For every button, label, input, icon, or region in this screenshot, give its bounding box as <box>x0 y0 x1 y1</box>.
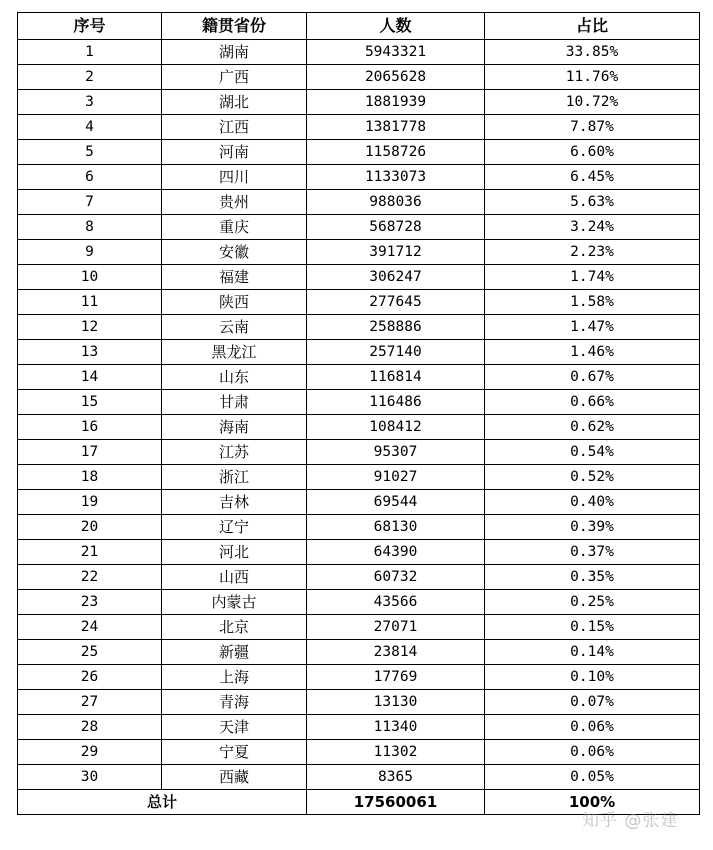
row-province: 四川 <box>162 165 307 190</box>
row-province: 湖北 <box>162 90 307 115</box>
row-count: 116814 <box>307 365 485 390</box>
row-index: 26 <box>18 665 162 690</box>
row-share: 0.52% <box>485 465 700 490</box>
row-share: 0.37% <box>485 540 700 565</box>
row-index: 14 <box>18 365 162 390</box>
province-population-table <box>17 12 700 815</box>
row-share: 0.15% <box>485 615 700 640</box>
table-row <box>18 715 700 740</box>
row-index: 5 <box>18 140 162 165</box>
row-count: 68130 <box>307 515 485 540</box>
row-count: 69544 <box>307 490 485 515</box>
row-count: 1133073 <box>307 165 485 190</box>
table-row <box>18 290 700 315</box>
row-share: 0.67% <box>485 365 700 390</box>
row-province: 天津 <box>162 715 307 740</box>
table-row <box>18 615 700 640</box>
total-share: 100% <box>485 790 700 815</box>
row-share: 0.10% <box>485 665 700 690</box>
row-count: 1381778 <box>307 115 485 140</box>
header-province: 籍贯省份 <box>162 13 307 40</box>
row-count: 108412 <box>307 415 485 440</box>
row-share: 1.58% <box>485 290 700 315</box>
header-count: 人数 <box>307 13 485 40</box>
row-province: 西藏 <box>162 765 307 790</box>
table-row <box>18 440 700 465</box>
row-index: 29 <box>18 740 162 765</box>
row-share: 10.72% <box>485 90 700 115</box>
row-count: 568728 <box>307 215 485 240</box>
row-count: 257140 <box>307 340 485 365</box>
row-share: 7.87% <box>485 115 700 140</box>
row-share: 1.47% <box>485 315 700 340</box>
table-row <box>18 590 700 615</box>
table-row <box>18 340 700 365</box>
row-province: 江西 <box>162 115 307 140</box>
table-row <box>18 390 700 415</box>
row-index: 6 <box>18 165 162 190</box>
row-index: 23 <box>18 590 162 615</box>
row-count: 2065628 <box>307 65 485 90</box>
row-count: 8365 <box>307 765 485 790</box>
row-index: 19 <box>18 490 162 515</box>
row-share: 33.85% <box>485 40 700 65</box>
row-count: 391712 <box>307 240 485 265</box>
row-province: 重庆 <box>162 215 307 240</box>
table-row <box>18 640 700 665</box>
row-count: 988036 <box>307 190 485 215</box>
row-province: 陕西 <box>162 290 307 315</box>
table-row <box>18 140 700 165</box>
row-count: 1158726 <box>307 140 485 165</box>
row-share: 0.62% <box>485 415 700 440</box>
row-province: 山东 <box>162 365 307 390</box>
row-province: 河北 <box>162 540 307 565</box>
row-count: 1881939 <box>307 90 485 115</box>
row-count: 23814 <box>307 640 485 665</box>
row-share: 0.14% <box>485 640 700 665</box>
row-index: 28 <box>18 715 162 740</box>
row-count: 11340 <box>307 715 485 740</box>
header-row <box>18 13 700 40</box>
row-index: 18 <box>18 465 162 490</box>
row-share: 11.76% <box>485 65 700 90</box>
table-row <box>18 240 700 265</box>
table-row <box>18 465 700 490</box>
row-count: 43566 <box>307 590 485 615</box>
row-province: 宁夏 <box>162 740 307 765</box>
row-index: 13 <box>18 340 162 365</box>
table-row <box>18 265 700 290</box>
row-province: 江苏 <box>162 440 307 465</box>
table-row <box>18 540 700 565</box>
row-share: 6.45% <box>485 165 700 190</box>
table-row <box>18 190 700 215</box>
row-province: 山西 <box>162 565 307 590</box>
row-count: 277645 <box>307 290 485 315</box>
row-index: 10 <box>18 265 162 290</box>
row-province: 内蒙古 <box>162 590 307 615</box>
row-province: 青海 <box>162 690 307 715</box>
row-index: 7 <box>18 190 162 215</box>
table-row <box>18 740 700 765</box>
table-row <box>18 365 700 390</box>
row-index: 11 <box>18 290 162 315</box>
row-count: 258886 <box>307 315 485 340</box>
row-share: 0.40% <box>485 490 700 515</box>
row-count: 306247 <box>307 265 485 290</box>
header-share: 占比 <box>485 13 700 40</box>
total-row <box>18 790 700 815</box>
row-province: 安徽 <box>162 240 307 265</box>
row-province: 云南 <box>162 315 307 340</box>
row-count: 11302 <box>307 740 485 765</box>
row-province: 上海 <box>162 665 307 690</box>
row-index: 12 <box>18 315 162 340</box>
row-share: 1.74% <box>485 265 700 290</box>
total-label: 总计 <box>18 790 307 815</box>
table-row <box>18 65 700 90</box>
row-province: 河南 <box>162 140 307 165</box>
row-index: 20 <box>18 515 162 540</box>
row-index: 17 <box>18 440 162 465</box>
row-share: 0.25% <box>485 590 700 615</box>
row-share: 0.66% <box>485 390 700 415</box>
row-count: 116486 <box>307 390 485 415</box>
row-share: 0.06% <box>485 715 700 740</box>
row-province: 新疆 <box>162 640 307 665</box>
row-index: 25 <box>18 640 162 665</box>
row-province: 辽宁 <box>162 515 307 540</box>
row-index: 21 <box>18 540 162 565</box>
row-province: 甘肃 <box>162 390 307 415</box>
row-index: 2 <box>18 65 162 90</box>
table-row <box>18 215 700 240</box>
row-count: 27071 <box>307 615 485 640</box>
row-count: 13130 <box>307 690 485 715</box>
table-row <box>18 690 700 715</box>
row-count: 60732 <box>307 565 485 590</box>
row-share: 0.06% <box>485 740 700 765</box>
row-index: 16 <box>18 415 162 440</box>
table-row <box>18 565 700 590</box>
row-province: 贵州 <box>162 190 307 215</box>
table-row <box>18 515 700 540</box>
row-province: 福建 <box>162 265 307 290</box>
table-row <box>18 665 700 690</box>
zhihu-watermark: 知乎 @张建 <box>582 811 679 831</box>
row-index: 15 <box>18 390 162 415</box>
row-share: 6.60% <box>485 140 700 165</box>
row-index: 8 <box>18 215 162 240</box>
row-province: 湖南 <box>162 40 307 65</box>
row-share: 0.05% <box>485 765 700 790</box>
row-index: 30 <box>18 765 162 790</box>
table-row <box>18 490 700 515</box>
table-row <box>18 165 700 190</box>
row-index: 3 <box>18 90 162 115</box>
table-row <box>18 90 700 115</box>
row-count: 95307 <box>307 440 485 465</box>
total-count: 17560061 <box>307 790 485 815</box>
row-index: 27 <box>18 690 162 715</box>
row-province: 黑龙江 <box>162 340 307 365</box>
row-share: 0.35% <box>485 565 700 590</box>
row-province: 浙江 <box>162 465 307 490</box>
row-share: 0.07% <box>485 690 700 715</box>
row-province: 海南 <box>162 415 307 440</box>
row-share: 5.63% <box>485 190 700 215</box>
table-row <box>18 115 700 140</box>
row-index: 24 <box>18 615 162 640</box>
row-province: 北京 <box>162 615 307 640</box>
row-index: 22 <box>18 565 162 590</box>
row-share: 2.23% <box>485 240 700 265</box>
row-count: 17769 <box>307 665 485 690</box>
row-count: 64390 <box>307 540 485 565</box>
row-province: 吉林 <box>162 490 307 515</box>
row-province: 广西 <box>162 65 307 90</box>
row-count: 5943321 <box>307 40 485 65</box>
row-index: 4 <box>18 115 162 140</box>
row-share: 0.39% <box>485 515 700 540</box>
row-index: 9 <box>18 240 162 265</box>
row-count: 91027 <box>307 465 485 490</box>
row-index: 1 <box>18 40 162 65</box>
table-row <box>18 765 700 790</box>
row-share: 1.46% <box>485 340 700 365</box>
row-share: 0.54% <box>485 440 700 465</box>
table-row <box>18 415 700 440</box>
header-index: 序号 <box>18 13 162 40</box>
row-share: 3.24% <box>485 215 700 240</box>
table-row <box>18 40 700 65</box>
table-row <box>18 315 700 340</box>
